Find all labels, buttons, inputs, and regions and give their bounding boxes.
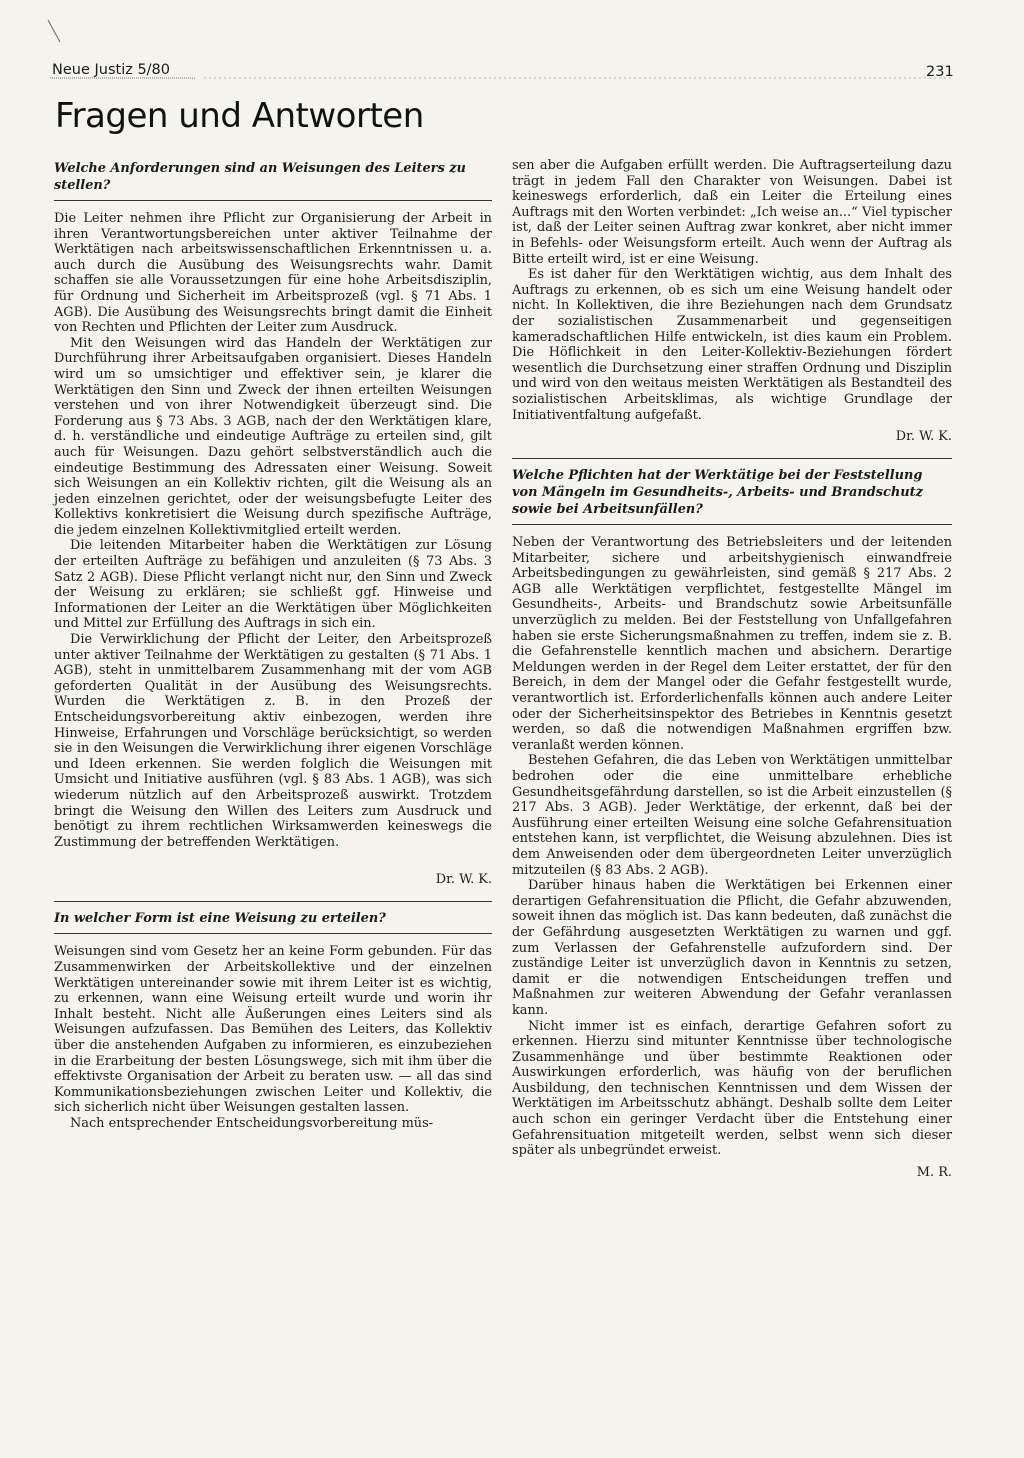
- question-heading: Welche Anforderungen sind an Weisungen des Leiters zu stellen?: [54, 160, 492, 201]
- right-column: [512, 158, 952, 1180]
- section-divider: [512, 458, 952, 459]
- paragraph: Nach entsprechender Entscheidungsvorbereitung müs-: [70, 1115, 434, 1131]
- paragraph: Weisungen sind vom Gesetz her an keine Form gebunden. Für das Zusammenwirken der Arbeitskollektive und der einzelnen Werktätigen untereinander sowie mit ihrem Leiter ist es wichtig, zu erkennen, wann eine Weisung erteilt wurde und worin ihr Inhalt besteht. Nicht alle Äußerungen eines Leiters sind als Weisungen aufzufassen. Das Bemühen des Leiters, das Kollektiv über die anstehenden Aufgaben zu informieren, es einzubeziehen in die Erarbeitung der besten Lösungswege, sich mit ihm über die effektivste Organisation der Arbeit zu beraten usw. — all das sind Kommunikationsbeziehungen zwischen Leiter und Kollektiv, die sich sicherlich nicht über Weisungen gestalten lassen.: [54, 944, 492, 1116]
- paragraph: Neben der Verantwortung des Betriebsleiters und der leitenden Mitarbeiter, sichere und arbeitshygienisch einwandfreie Arbeitsbedingungen zu gewährleisten, sind gemäß § 217 Abs. 2 AGB alle Werktätigen verpflichtet, festgestellte Mängel im Gesundheits-, Arbeits- und Brandschutz sowie Arbeitsunfälle unverzüglich zu melden. Bei der Feststellung von Unfallgefahren haben sie erste Sicherungsmaßnahmen zu treffen, indem sie z. B. die Gefahrenstelle kenntlich machen und absichern. Derartige Meldungen werden in der Regel dem Leiter erstattet, der für den Bereich, in dem der Mangel oder die Gefahr festgestellt wurde, verantwortlich ist. Erforderlichenfalls können auch andere Leiter oder der Sicherheitsinspektor des Betriebes in Kenntnis gesetzt werden, so daß die notwendigen Maßnahmen ergriffen bzw. veranlaßt werden können.: [512, 535, 952, 753]
- paragraph: Darüber hinaus haben die Werktätigen bei Erkennen einer derartigen Gefahrensituation die Pflicht, die Gefahr abzuwenden, soweit ihnen das möglich ist. Das kann bedeuten, daß zunächst die der Gefährdung ausgesetzten Werktätigen zu warnen und ggf. zum Verlassen der Gefahrenstelle aufzufordern sind. Der zuständige Leiter ist unverzüglich davon in Kenntnis zu setzen, damit er die notwendigen Entscheidungen treffen und Maßnahmen zur weiteren Abwendung der Gefahr veranlassen kann.: [512, 878, 952, 1018]
- paragraph: Die Verwirklichung der Pflicht der Leiter, den Arbeitsprozeß unter aktiver Teilnahme der Werktätigen zu gestalten (§ 71 Abs. 1 AGB), steht in unmittelbarem Zusammenhang mit der vom AGB geforderten Qualität in der Ausübung des Weisungsrechts. Wurden die Werktätigen z. B. in den Prozeß der Entscheidungsvorbereitung aktiv einbezogen, werden ihre Hinweise, Erfahrungen und Vorschläge berücksichtigt, so werden sie in den Weisungen die Verwirklichung ihrer eigenen Vorschläge und Ideen erkennen. Sie werden folglich die Weisungen mit Umsicht und Initiative ausführen (vgl. § 83 Abs. 1 AGB), was sich wiederum nützlich auf den Arbeitsprozeß auswirkt. Trotzdem bringt die Weisung den Willen des Leiters zum Ausdruck und benötigt zu ihrem rechtlichen Wirksamwerden keineswegs die Zustimmung der betreffenden Werktätigen.: [54, 632, 492, 850]
- paragraph: Mit den Weisungen wird das Handeln der Werktätigen zur Durchführung ihrer Arbeitsaufgaben organisiert. Dieses Handeln wird um so umsichtiger und effektiver sein, je klarer die Werktätigen den Sinn und Zweck der ihnen erteilten Weisungen verstehen und von ihrer Notwendigkeit überzeugt sind. Die Forderung aus § 73 Abs. 3 AGB, nach der den Werktätigen klare, d. h. verständliche und eindeutige Aufträge zu erteilen sind, gilt auch für Weisungen. Dazu gehört selbstverständlich auch die eindeutige Bestimmung des Adressaten einer Weisung. Soweit sich Weisungen an ein Kollektiv richten, gilt die Weisung als an jeden einzelnen gerichtet, oder der weisungsbefugte Leiter des Kollektivs konkretisiert die Weisung durch spezifische Aufträge, die jedem einzelnen Kollektivmitglied erteilt werden.: [54, 335, 492, 538]
- running-head: Neue Justiz 5/80: [52, 62, 171, 78]
- paragraph: Nicht immer ist es einfach, derartige Gefahren sofort zu erkennen. Hierzu sind mitunter Kenntnisse über technologische Zusammenhänge und über bestimmte Reaktionen oder Auswirkungen erforderlich, was häufig von der beruflichen Ausbildung, den technischen Kenntnissen und dem Wissen der Werktätigen im Arbeitsschutz abhängt. Deshalb sollte dem Leiter auch schon ein geringer Verdacht über die Entstehung einer Gefahrensituation mitgeteilt werden, selbst wenn sich dieser später als unbegründet erweist.: [512, 1018, 952, 1159]
- left-column: [54, 160, 492, 1131]
- page-number: 231: [926, 64, 954, 80]
- paragraph: sen aber die Aufgaben erfüllt werden. Die Auftragserteilung dazu trägt in jedem Fall den Charakter von Weisungen. Dabei ist keineswegs erforderlich, daß ein Leiter die Erteilung eines Auftrags mit den Worten verbindet: „Ich weise an...“ Viel typischer ist, daß der Leiter seinen Auftrag zwar konkret, aber nicht immer in Befehls- oder Weisungsform erteilt. Auch wenn der Auftrag als Bitte erteilt wird, ist er eine Weisung.: [512, 158, 952, 267]
- author-signature: Dr. W. K.: [895, 429, 952, 445]
- question-heading: In welcher Form ist eine Weisung zu erteilen?: [54, 910, 492, 934]
- section-divider: [54, 901, 492, 902]
- author-signature: Dr. W. K.: [435, 872, 492, 888]
- paragraph: Es ist daher für den Werktätigen wichtig, aus dem Inhalt des Auftrags zu erkennen, ob es sich um eine Weisung handelt oder nicht. In Kollektiven, die ihre Beziehungen nach dem Grundsatz der sozialistischen Zusammenarbeit und gegenseitigen kameradschaftlichen Hilfe entwickeln, ist dies kaum ein Problem. Die Höflichkeit in den Leiter-Kollektiv-Beziehungen fördert wesentlich die Durchsetzung einer straffen Ordnung und Disziplin und wird von den weitaus meisten Werktätigen als Bestandteil des sozialistischen Arbeitsklimas, als wichtige Grundlage der Initiativentfaltung aufgefaßt.: [512, 267, 952, 423]
- paragraph: Die Leiter nehmen ihre Pflicht zur Organisierung der Arbeit in ihren Verantwortungsbereichen unter aktiver Teilnahme der Werktätigen nach arbeitswissenschaftlichen Erkenntnissen u. a. auch durch die Ausübung des Weisungsrechts wahr. Damit schaffen sie alle Voraussetzungen für eine hohe Arbeitsdisziplin, für Ordnung und Sicherheit im Arbeitsprozeß (vgl. § 71 Abs. 1 AGB). Die Ausübung des Weisungsrechts bringt damit die Einheit von Rechten und Pflichten der Leiter zum Ausdruck.: [54, 211, 492, 336]
- author-signature: M. R.: [916, 1164, 952, 1180]
- question-heading: Welche Pflichten hat der Werktätige bei der Feststellung von Mängeln im Gesundheits-, Arbeits- und Brandschutz sowie bei Arbeitsunfällen?: [512, 467, 952, 525]
- paragraph: Bestehen Gefahren, die das Leben von Werktätigen unmittelbar bedrohen oder die eine unmittelbare erhebliche Gesundheitsgefährdung darstellen, so ist die Arbeit einzustellen (§ 217 Abs. 3 AGB). Jeder Werktätige, der erkennt, daß bei der Ausführung einer erteilten Weisung eine solche Gefahrensituation entstehen kann, ist verpflichtet, die Weisung abzulehnen. Dies ist dem Anweisenden oder dem übergeordneten Leiter unverzüglich mitzuteilen (§ 83 Abs. 2 AGB).: [512, 753, 952, 878]
- paragraph: Die leitenden Mitarbeiter haben die Werktätigen zur Lösung der erteilten Aufträge zu befähigen und anzuleiten (§ 73 Abs. 3 Satz 2 AGB). Diese Pflicht verlangt nicht nur, den Sinn und Zweck der Weisung zu erklären; sie schließt ggf. Hinweise und Informationen der Leiter an die Werktätigen über Möglichkeiten und Mittel zur Erfüllung des Auftrags in sich ein.: [54, 538, 492, 632]
- scan-mark: [44, 18, 66, 46]
- section-title: Fragen und Antworten: [55, 96, 424, 136]
